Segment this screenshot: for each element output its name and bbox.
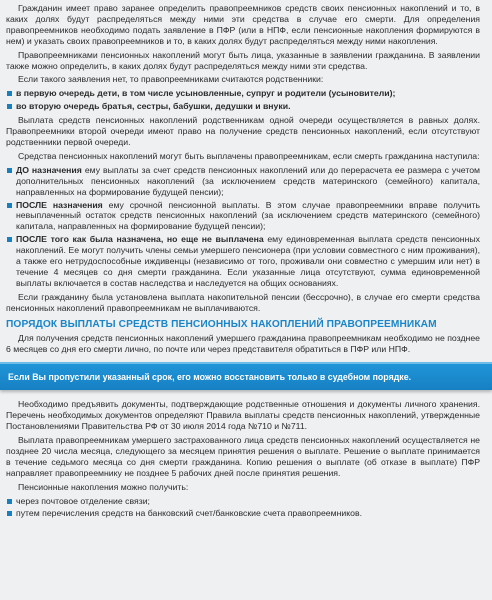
square-bullet-icon — [7, 104, 12, 109]
list-item: в первую очередь дети, в том числе усыновленные, супруг и родители (усыновители); — [6, 88, 480, 99]
list-item: путем перечисления средств на банковский счет/банковские счета правопреемников. — [6, 508, 480, 519]
payment-conditions-paragraph: Средства пенсионных накоплений могут быть выплачены правопреемникам, если смерть гражданина наступила: — [18, 150, 480, 161]
methods-list — [6, 496, 480, 520]
funded-pension-paragraph: Если гражданину была установлена выплата накопительной пенсии (бессрочно), в случае его смерти средства пенсионных накоплений правопреемникам не выплачиваются. — [6, 291, 480, 313]
list-item: через почтовое отделение связи; — [6, 496, 480, 507]
relatives-list — [6, 88, 480, 112]
list-item: ПОСЛЕ назначения ему срочной пенсионной выплаты. В этом случае правопреемники вправе получить невыплаченный остаток средств пенсионных накоплений (за исключением средств материнского (семейного) капитала, направленных на формирование будущей пенсии); — [6, 200, 480, 233]
square-bullet-icon — [7, 168, 12, 173]
no-application-paragraph: Если такого заявления нет, то правопреемниками считаются родственники: — [18, 74, 324, 85]
list-item: во вторую очередь братья, сестры, бабушки, дедушки и внуки. — [6, 101, 480, 112]
successors-paragraph: Правопреемниками пенсионных накоплений могут быть лица, указанные в заявлении гражданина. В заявлении также можно определить, в каких долях будут распределяться между ними эти средства. — [6, 49, 480, 71]
payment-terms-paragraph: Выплата правопреемникам умершего застрахованного лица средств пенсионных накоплений осуществляется не позднее 20 числа месяца, следующего за месяцем принятия решения о выплате. Решение о выплате принимается в течение седьмого месяца со дня смерти гражданина. Копию решения о выплате (об отказе в выплате) ПФР направляет правопреемнику не позднее 5 рабочих дней после принятия решения. — [6, 435, 480, 478]
death-cases-list — [6, 165, 480, 289]
square-bullet-icon — [7, 511, 12, 516]
equal-shares-paragraph: Выплата средств пенсионных накоплений родственникам одной очереди осуществляется в равных долях. Правопреемники второй очереди имеют право на получение средств пенсионных накоплений, если отсутствуют родственники первой очереди. — [6, 115, 480, 147]
square-bullet-icon — [7, 203, 12, 208]
list-item: ДО назначения ему выплаты за счет средств пенсионных накоплений или до перерасчета ее размера с учетом дополнительных пенсионных накоплений (за исключением средств материнского (семейного) капитала, направленных на формирование будущей пенсии); — [6, 165, 480, 198]
square-bullet-icon — [7, 91, 12, 96]
deadline-paragraph: Для получения средств пенсионных накоплений умершего гражданина правопреемникам необходимо не позднее 6 месяцев со дня его смерти лично, по почте или через представителя обратиться в ПФР или НПФ. — [6, 333, 480, 355]
documents-paragraph: Необходимо предъявить документы, подтверждающие родственные отношения и документы личного хранения. Перечень необходимых документов определяют Правила выплаты средств пенсионных накоплений, утвержденные Постановлениями Правительства РФ от 30 июля 2014 года №710 и №711. — [6, 399, 480, 432]
square-bullet-icon — [7, 499, 12, 504]
square-bullet-icon — [7, 237, 12, 242]
section-heading: ПОРЯДОК ВЫПЛАТЫ СРЕДСТВ ПЕНСИОННЫХ НАКОПЛЕНИЙ ПРАВОПРЕЕМНИКАМ — [6, 318, 437, 330]
list-item: ПОСЛЕ того как была назначена, но еще не выплачена ему единовременная выплата средств пенсионных накоплений. Ее могут получить члены семьи умершего пенсионера (при условии совместного с ним проживания), а также его нетрудоспособные иждивенцы (независимо от того, проживали они совместно с умершим или нет) в течение 4 месяцев со дня смерти гражданина. Если указанные лица отсутствуют, сумма единовременной выплаты включается в состав наследства и наследуется на общих основаниях. — [6, 234, 480, 289]
intro-paragraph: Гражданин имеет право заранее определить правопреемников средств своих пенсионных накоплений и то, в каких долях будут распределяться между ними эти средства в случае его смерти. Для определения правопреемников необходимо подать заявление в ПФР (или в НПФ, если пенсионные накопления формируются в нем) и указать своих правопреемников и то, в каких долях будут распределяться между ними накопления. — [6, 3, 480, 46]
court-notice-banner: Если Вы пропустили указанный срок, его можно восстановить только в судебном порядке. — [0, 362, 492, 390]
receive-methods-paragraph: Пенсионные накопления можно получить: — [18, 481, 189, 492]
